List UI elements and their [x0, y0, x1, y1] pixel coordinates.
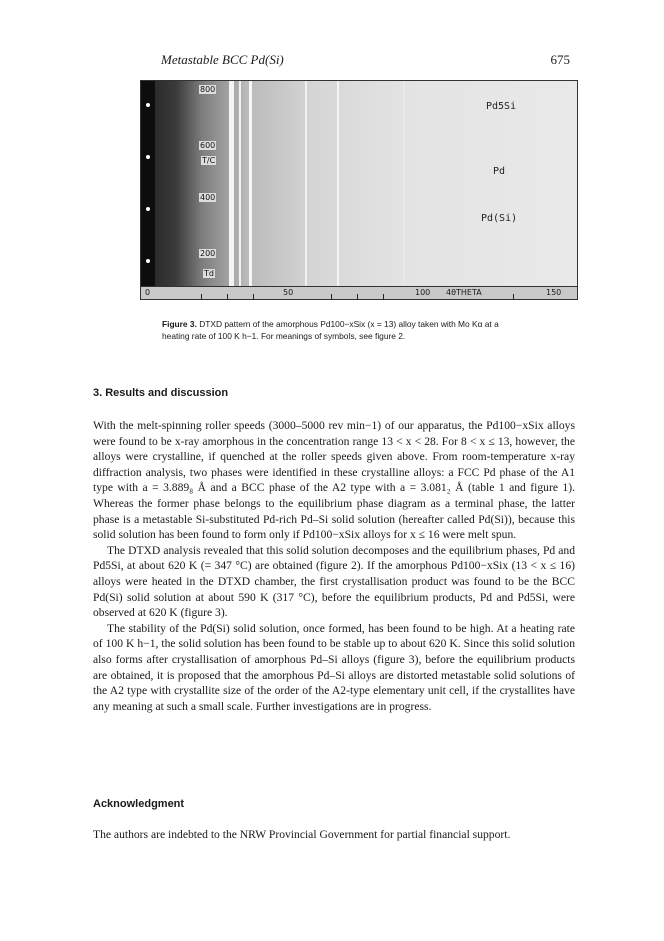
x-tick-label: 50 — [283, 288, 294, 297]
acknowledgment-body — [93, 827, 575, 843]
diffraction-line — [305, 81, 307, 299]
x-axis-label: 4θTHETA — [446, 288, 482, 297]
figure-caption — [162, 318, 522, 342]
figure-left-band — [141, 81, 155, 299]
caption-label: Figure 3. — [162, 319, 197, 329]
page-number: 675 — [550, 52, 570, 67]
paragraph: The stability of the Pd(Si) solid solution, once formed, has been found to be high. At a heating rate of 100 K h−1, the solid solution has been found to be stable up to about 620 K. Since this solid solution also forms after crystallisation of amorphous Pd–Si alloys (figure 3), before the equilibrium products are obtained, it is proposed that the amorphous Pd–Si alloys are distorted metastable solid solutions of the A2 type with crystallite size of the order of the A2-type elementary unit cell, if the crystallites have any meaning at such a small scale. Further investigations are in progress. — [93, 621, 575, 713]
paragraph: The DTXD analysis revealed that this solid solution decomposes and the equilibrium phases, Pd and Pd5Si, at about 620 K (= 347 °C) are obtained (figure 2). If the amorphous Pd100−xSix (13 < x ≤ 16) alloys were heated in the DTXD chamber, the first crystallisation product was found to be the BCC Pd(Si) solid solution at about 590 K (317 °C), before the equilibrium products, Pd and Pd5Si, were observed at 620 K (figure 3). — [93, 543, 575, 620]
paragraph: With the melt-spinning roller speeds (3000–5000 rev min−1) of our apparatus, the Pd100−xSix alloys were found to be x-ray amorphous in the concentration range 13 < x < 28. For 8 < x ≤ 13, however, the alloys were crystalline, if quenched at the roller speeds given above. From room-temperature x-ray diffraction analysis, two phases were identified in these crystalline alloys: a FCC Pd phase of the A1 type with a = 3.889₈ Å and a BCC phase of the A2 type with a = 3.081₂ Å (table 1 and figure 1). Whereas the former phase belongs to the equilibrium phase diagram as a terminal phase, the latter phase is a metastable Si-substituted Pd-rich Pd–Si solid solution (hereafter called Pd(Si)), because this solid solution has been found to form only if Pd100−xSix alloys for x ≤ 16 were melt spun. — [93, 419, 575, 542]
caption-text: DTXD pattern of the amorphous Pd100−xSix (x = 13) alloy taken with Mo Kα at a heating rate of 100 K h−1. For meanings of symbols, see figure 2. — [162, 319, 499, 341]
running-title: Metastable BCC Pd(Si) — [161, 52, 284, 67]
y-tick-label: 400 — [200, 193, 216, 202]
x-tick-label: 100 — [415, 288, 431, 297]
x-tick — [331, 294, 332, 299]
x-axis — [141, 286, 577, 299]
diffraction-line — [403, 81, 405, 299]
section-body — [93, 418, 575, 714]
x-tick-label: 150 — [546, 288, 562, 297]
diffraction-line — [239, 81, 241, 299]
figure-dot — [146, 155, 150, 159]
phase-label-pd5si: Pd5Si — [486, 101, 517, 112]
x-tick — [513, 294, 514, 299]
acknowledgment-text: The authors are indebted to the NRW Provincial Government for partial financial support. — [93, 828, 511, 841]
acknowledgment-heading: Acknowledgment — [93, 798, 185, 810]
section-heading: 3. Results and discussion — [93, 387, 229, 399]
diffraction-line — [229, 81, 234, 299]
diffraction-line — [249, 81, 252, 299]
x-tick-label: 0 — [145, 288, 151, 297]
dtxd-pattern-figure — [140, 80, 578, 300]
td-label: Td — [204, 269, 214, 278]
temperature-axis-label: T/C — [202, 156, 216, 165]
diffraction-line — [337, 81, 339, 299]
x-tick — [383, 294, 384, 299]
phase-label-pd: Pd — [493, 166, 506, 177]
x-tick — [253, 294, 254, 299]
x-tick — [227, 294, 228, 299]
x-tick — [201, 294, 202, 299]
y-tick-label: 800 — [200, 85, 216, 94]
figure-dot — [146, 103, 150, 107]
figure-dot — [146, 207, 150, 211]
y-tick-label: 200 — [200, 249, 216, 258]
running-header — [161, 52, 570, 68]
x-tick — [357, 294, 358, 299]
figure-dot — [146, 259, 150, 263]
phase-label-pdsi: Pd(Si) — [481, 213, 518, 224]
y-tick-label: 600 — [200, 141, 216, 150]
